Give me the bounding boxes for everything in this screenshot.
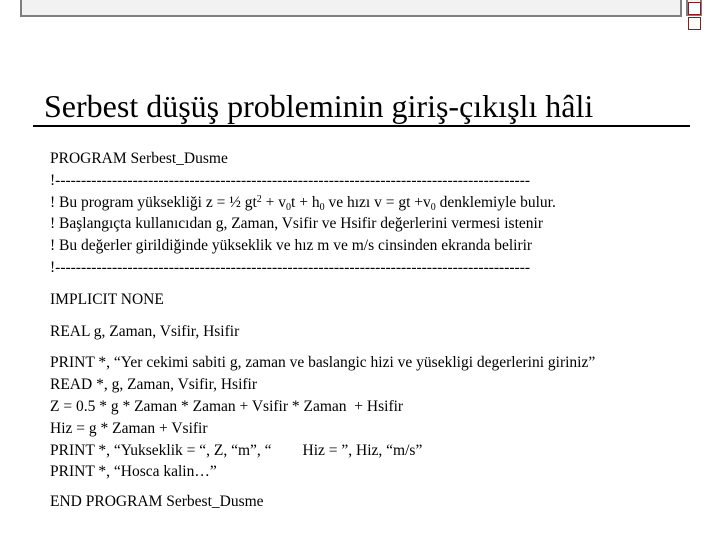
- comment-1-part-d: ve hızı v = gt +v: [324, 193, 431, 211]
- comment-1-sub-2: 0: [319, 201, 325, 213]
- accent-square-bottom: [688, 17, 701, 30]
- code-line-comment-1: [50, 192, 595, 214]
- code-line-comment-2: ! Başlangıçta kullanıcıdan g, Zaman, Vsifir ve Hsifir değerlerini vermesi istenir: [50, 215, 543, 233]
- code-line-hiz-assign: Hiz = g * Zaman + Vsifir: [50, 419, 208, 437]
- code-line-print-prompt: PRINT *, “Yer cekimi sabiti g, zaman ve baslangic hizi ve yüsekligi degerlerini giriniz”: [50, 354, 596, 372]
- code-line-z-assign: Z = 0.5 * g * Zaman * Zaman + Vsifir * Zaman + Hsifir: [50, 397, 404, 415]
- code-line-print-bye: PRINT *, “Hosca kalin…”: [50, 463, 217, 481]
- code-line-program-header: PROGRAM Serbest_Dusme: [50, 150, 228, 167]
- title-underline: [33, 125, 690, 127]
- slide-title: Serbest düşüş probleminin giriş-çıkışlı hâli: [44, 88, 594, 124]
- comment-1-part-a: ! Bu program yüksekliği z = ½ gt: [50, 193, 257, 211]
- code-block: [50, 148, 595, 513]
- code-line-read: READ *, g, Zaman, Vsifir, Hsifir: [50, 376, 258, 394]
- code-line-implicit: IMPLICIT NONE: [50, 290, 164, 308]
- slide-top-bar: [20, 0, 682, 17]
- code-line-print-result: PRINT *, “Yukseklik = “, Z, “m”, “ Hiz = ”, Hiz, “m/s”: [50, 441, 423, 459]
- comment-1-part-c: t + h: [291, 193, 320, 211]
- code-line-end: END PROGRAM Serbest_Dusme: [50, 493, 264, 511]
- comment-1-part-e: denklemiyle bulur.: [435, 193, 556, 211]
- code-line-divider-top: !--------------------------------------------------------------------------------------------: [50, 171, 531, 189]
- code-line-divider-bottom: !--------------------------------------------------------------------------------------------: [50, 258, 531, 276]
- accent-square-top: [688, 2, 701, 15]
- comment-1-sub-1: 0: [286, 201, 292, 213]
- comment-1-part-b: + v: [261, 193, 287, 211]
- comment-1-sub-3: 0: [430, 201, 436, 213]
- code-line-comment-3: ! Bu değerler girildiğinde yükseklik ve hız m ve m/s cinsinden ekranda belirir: [50, 237, 533, 255]
- code-line-declaration: REAL g, Zaman, Vsifir, Hsifir: [50, 322, 240, 340]
- comment-1-sup: 2: [256, 193, 262, 205]
